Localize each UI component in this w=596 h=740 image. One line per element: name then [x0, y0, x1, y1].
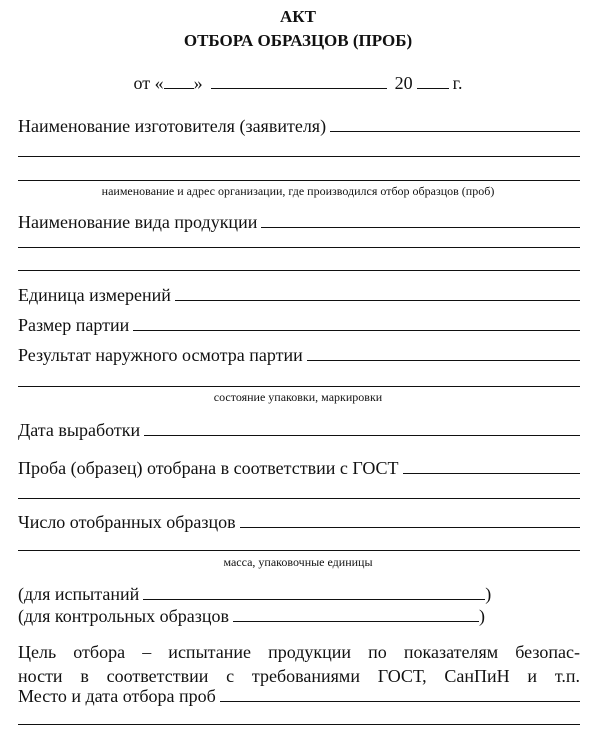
for-tests-paren: ) [485, 584, 492, 604]
purpose-line-2: ности в соответствии с требованиями ГОСТ, СанПиН и т.п. [18, 666, 580, 686]
batch-size-label: Размер партии [18, 315, 130, 335]
unit-field[interactable] [175, 285, 580, 301]
manufacturer-caption: наименование и адрес организации, где производился отбор образцов (проб) [101, 184, 495, 198]
month-blank[interactable] [211, 73, 387, 89]
inspection-caption: состояние упаковки, маркировки [213, 390, 383, 404]
place-date-row [18, 686, 580, 707]
manufacturer-row [18, 116, 580, 137]
purpose-paragraph [18, 640, 580, 688]
sample-count-label: Число отобранных образцов [18, 512, 236, 532]
sample-count-row [18, 512, 580, 533]
manufacturer-field[interactable] [330, 116, 580, 132]
for-tests-field[interactable] [143, 584, 485, 600]
sample-standard-field[interactable] [403, 458, 580, 474]
product-type-field[interactable] [261, 212, 580, 228]
sample-standard-row [18, 458, 580, 479]
place-date-line-2[interactable] [18, 724, 580, 725]
year-blank[interactable] [417, 73, 449, 89]
manufacturer-line-2[interactable] [18, 156, 580, 157]
place-date-label: Место и дата отбора проб [18, 686, 216, 706]
batch-size-row [18, 315, 580, 336]
product-type-row [18, 212, 580, 233]
production-date-field[interactable] [144, 420, 580, 436]
product-type-line-2[interactable] [18, 247, 580, 248]
date-prefix: от « [133, 73, 164, 93]
for-tests-label: (для испытаний [18, 584, 140, 604]
place-date-field[interactable] [220, 686, 580, 702]
year-suffix: г. [452, 73, 463, 93]
for-control-field[interactable] [233, 606, 479, 622]
day-blank[interactable] [164, 73, 194, 89]
manufacturer-label: Наименование изготовителя (заявителя) [18, 116, 327, 136]
for-tests-row [18, 584, 491, 605]
inspection-field[interactable] [307, 345, 580, 361]
inspection-line-2[interactable] [18, 386, 580, 387]
sample-standard-line-2[interactable] [18, 498, 580, 499]
for-control-label: (для контрольных образцов [18, 606, 230, 626]
sample-standard-label: Проба (образец) отобрана в соответствии с ГОСТ [18, 458, 399, 478]
purpose-line-1: Цель отбора – испытание продукции по показателям безопас- [18, 642, 580, 662]
date-line [0, 73, 596, 94]
inspection-row [18, 345, 580, 366]
sample-count-caption: масса, упаковочные единицы [223, 555, 373, 569]
for-control-row [18, 606, 485, 627]
unit-row [18, 285, 580, 306]
for-control-paren: ) [479, 606, 486, 626]
year-prefix: 20 [394, 73, 413, 93]
production-date-row [18, 420, 580, 441]
inspection-label: Результат наружного осмотра партии [18, 345, 303, 365]
manufacturer-line-3[interactable] [18, 180, 580, 181]
production-date-label: Дата выработки [18, 420, 141, 440]
document-title: АКТ [280, 7, 316, 26]
date-quote-close: » [193, 73, 203, 93]
product-type-label: Наименование вида продукции [18, 212, 258, 232]
batch-size-field[interactable] [133, 315, 580, 331]
document-subtitle: ОТБОРА ОБРАЗЦОВ (ПРОБ) [183, 31, 413, 50]
sample-count-field[interactable] [240, 512, 580, 528]
sample-count-line-2[interactable] [18, 550, 580, 551]
product-type-line-3[interactable] [18, 270, 580, 271]
unit-label: Единица измерений [18, 285, 171, 305]
